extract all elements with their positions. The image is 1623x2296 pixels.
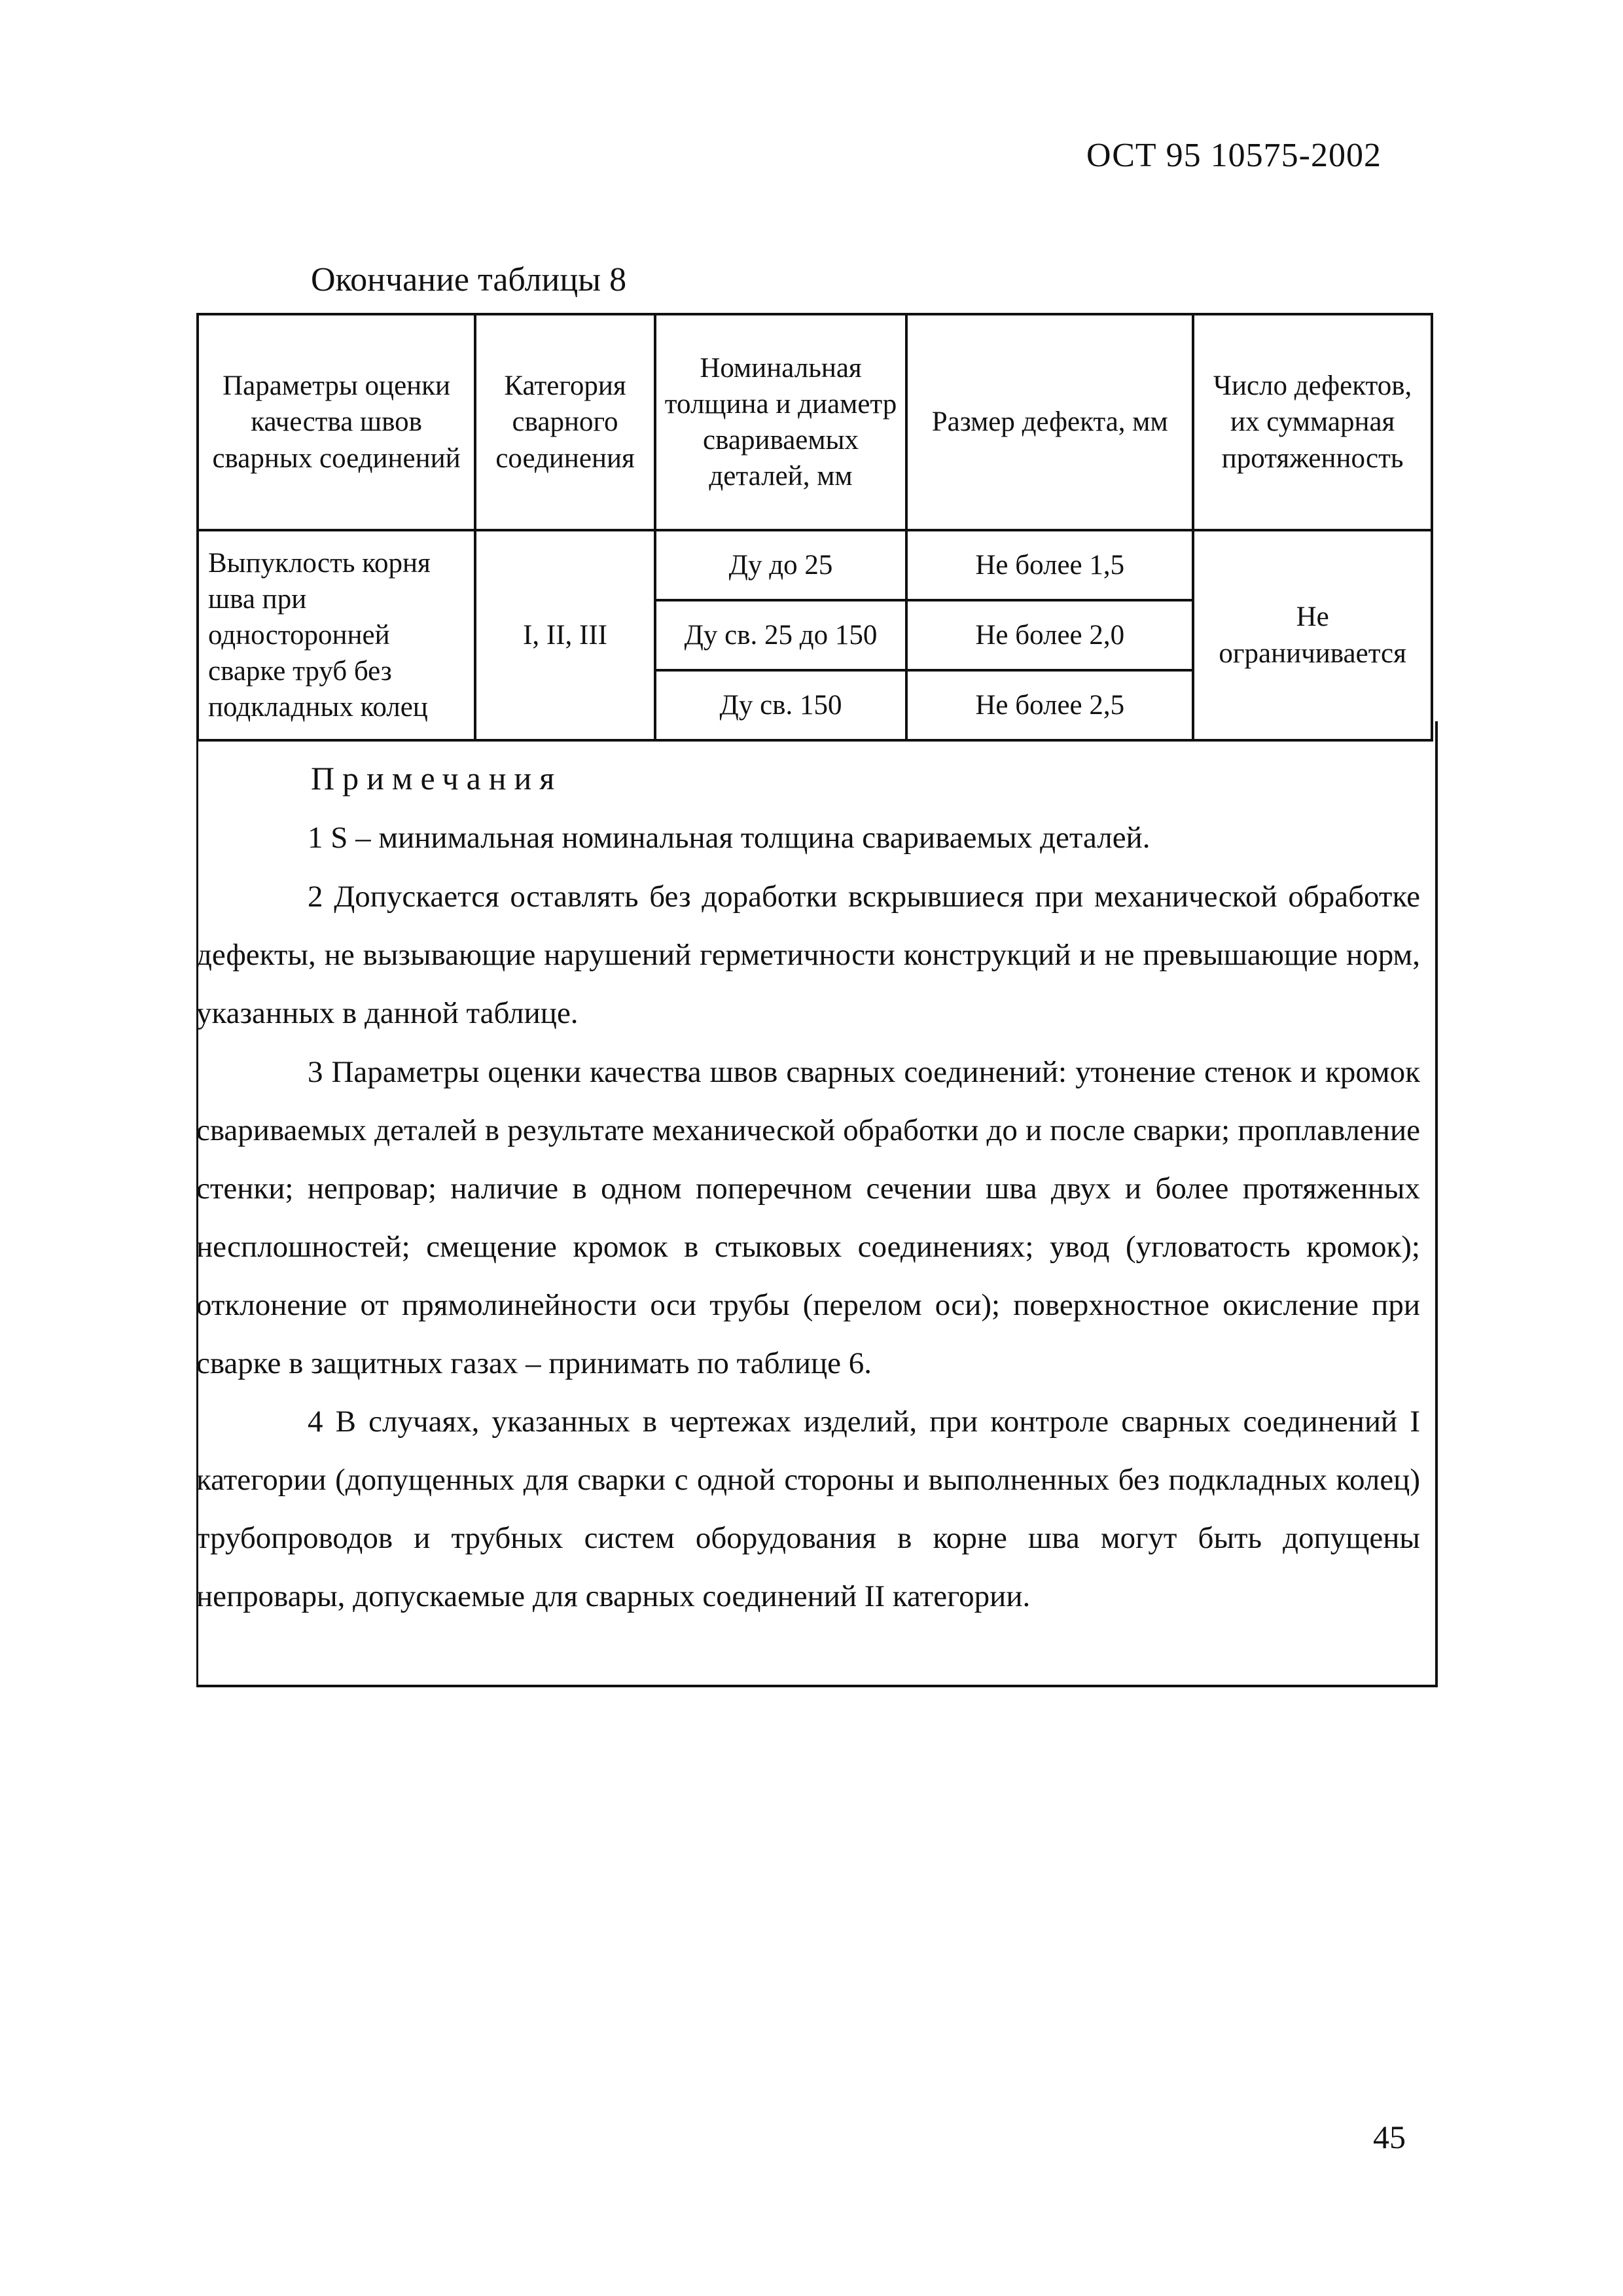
- notes-title: Примечания: [311, 760, 563, 797]
- diameter-cell: Ду св. 25 до 150: [655, 600, 906, 670]
- page-number: 45: [1373, 2119, 1406, 2155]
- note-text: 4 В случаях, указанных в чертежах изделий, при контроле сварных соединений I категории (допущенных для сварки с одной стороны и выполненных без подкладных колец) трубопроводов и трубных систем оборудования в корне шва могут быть допущены непровары, допускаемые для сварных соединений II категории.: [196, 1405, 1420, 1613]
- defect-size-cell: Не более 2,5: [906, 670, 1193, 740]
- defect-table: [196, 313, 1433, 742]
- table-header-row: [198, 314, 1432, 530]
- note-text: 2 Допускается оставлять без доработки вскрывшиеся при механической обработке дефекты, не вызывающие нарушений герметичности конструкций и не превышающие норм, указанных в данной таблице.: [196, 880, 1420, 1030]
- note-4: [196, 1393, 1420, 1626]
- note-text: 1 S – минимальная номинальная толщина свариваемых деталей.: [308, 821, 1150, 855]
- column-header-defect-count: Число дефектов, их суммарная протяженность: [1193, 314, 1432, 530]
- note-2: [196, 868, 1420, 1043]
- column-header-defect-size: Размер дефекта, мм: [906, 314, 1193, 530]
- diameter-cell: Ду св. 150: [655, 670, 906, 740]
- defect-size-cell: Не более 2,0: [906, 600, 1193, 670]
- document-code: ОСТ 95 10575-2002: [1086, 137, 1382, 174]
- column-header-category: Категория сварного соединения: [475, 314, 655, 530]
- defect-size-cell: Не более 1,5: [906, 530, 1193, 600]
- parameter-cell: Выпуклость корня шва при односторонней сварке труб без подкладных колец: [198, 530, 475, 740]
- category-cell: I, II, III: [475, 530, 655, 740]
- column-header-thickness-diameter: Номинальная толщина и диаметр свариваемых деталей, мм: [655, 314, 906, 530]
- table-caption: Окончание таблицы 8: [311, 261, 627, 298]
- defect-count-cell: Не ограничивается: [1193, 530, 1432, 740]
- diameter-cell: Ду до 25: [655, 530, 906, 600]
- note-3: [196, 1043, 1420, 1393]
- column-header-parameters: Параметры оценки качества швов сварных соединений: [198, 314, 475, 530]
- note-text: 3 Параметры оценки качества швов сварных соединений: утонение стенок и кромок свариваемых деталей в результате механической обработки до и после сварки; проплавление стенки; непровар; наличие в одном поперечном сечении шва двух и более протяженных несплошностей; смещение кромок в стыковых соединениях; увод (угловатость кромок); отклонение от прямолинейности оси трубы (перелом оси); поверхностное окисление при сварке в защитных газах – принимать по таблице 6.: [196, 1055, 1420, 1380]
- note-1: [196, 809, 1420, 867]
- table-row: [198, 530, 1432, 600]
